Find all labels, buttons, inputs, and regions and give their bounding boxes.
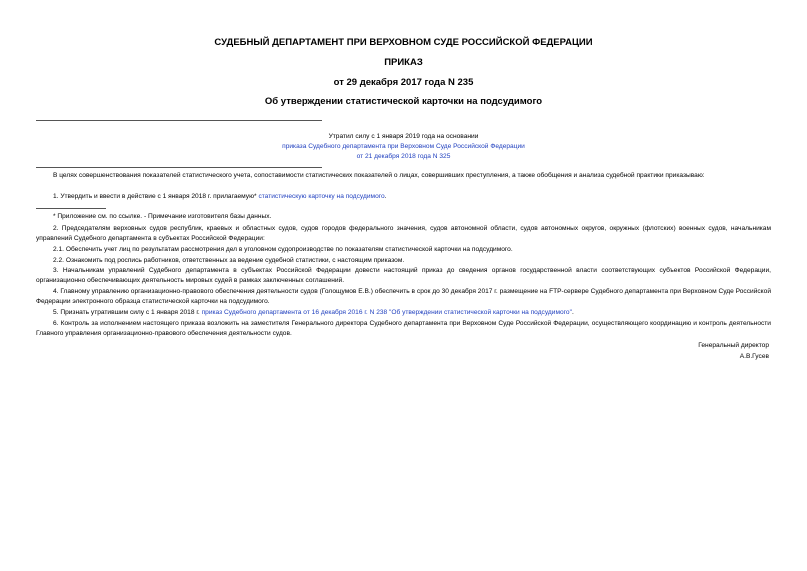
validity-link-1[interactable]: приказа Судебного департамента при Верховном Суде Российской Федерации — [282, 143, 525, 150]
signature-block — [569, 341, 769, 362]
doc-title: Об утверждении статистической карточки на подсудимого — [264, 96, 543, 107]
p5-end: . — [571, 309, 574, 316]
org-title: СУДЕБНЫЙ ДЕПАРТАМЕНТ ПРИ ВЕРХОВНОМ СУДЕ РОССИЙСКОЙ ФЕДЕРАЦИИ — [214, 37, 593, 48]
footnote: * Приложение см. по ссылке. - Примечание изготовителя базы данных. — [53, 213, 272, 220]
paragraph-2-1: 2.1. Обеспечить учет лиц по результатам рассмотрения дел в уголовном судопроизводстве по показателям статистической карточки на подсудимого. — [53, 246, 513, 253]
paragraph-3: 3. Начальникам управлений Судебного департамента в субъектах Российской Федерации довести настоящий приказ до сведения органов государственной власти соответствующих субъектов Российской Федерации, организационно обеспечивающих деятельность мировых судей в рамках заключенных соглашений. — [36, 267, 771, 285]
paragraph-1 — [36, 192, 771, 202]
paragraph-6: 6. Контроль за исполнением настоящего приказа возложить на заместителя Генерального директора Судебного департамента при Верховном Суде Российской Федерации, осуществляющего координацию и контроль деятельности Главного управления организационно-правового обеспечения деятельности судов. — [36, 320, 771, 338]
p5-text: 5. Признать утратившим силу с 1 января 2018 г. — [53, 309, 202, 316]
validity-note — [200, 132, 607, 162]
p1-text: 1. Утвердить и ввести в действие с 1 января 2018 г. прилагаемую* — [53, 193, 259, 200]
signer-name: А.В.Гусев — [739, 352, 769, 360]
doc-type: ПРИКАЗ — [384, 57, 423, 68]
validity-link-2[interactable]: от 21 декабря 2018 года N 325 — [356, 153, 451, 160]
intro-paragraph: В целях совершенствования показателей статистического учета, сопоставимости статистических показателей о лицах, совершивших преступления, а также обобщения и анализа судебной практики приказываю: — [53, 172, 705, 179]
paragraph-5 — [36, 308, 771, 318]
repealed-order-link[interactable]: приказ Судебного департамента от 16 декабря 2016 г. N 238 "Об утверждении статистической карточки на подсудимого" — [201, 309, 572, 316]
date-number: от 29 декабря 2017 года N 235 — [333, 77, 474, 88]
paragraph-2: 2. Председателям верховных судов республик, краевых и областных судов, судов городов федерального значения, судов автономной области, судов автономных округов, окружных (флотских) военных судов, начальникам управлений Судебного департамента в субъектах Российской Федерации: — [36, 225, 771, 243]
separator-bottom — [36, 167, 322, 168]
p1-end: . — [384, 193, 387, 200]
separator-top — [36, 120, 322, 121]
signer-position: Генеральный директор — [698, 342, 769, 349]
paragraph-2-2: 2.2. Ознакомить под роспись работников, ответственных за ведение судебной статистики, с настоящим приказом. — [53, 257, 405, 264]
validity-line-1: Утратил силу с 1 января 2019 года на основании — [328, 133, 479, 140]
card-link[interactable]: статистическую карточку на подсудимого — [258, 193, 385, 200]
paragraph-4: 4. Главному управлению организационно-правового обеспечения деятельности судов (Голощумов Е.В.) обеспечить в срок до 30 декабря 2017 г. размещение на FTP-сервере Судебного департамента при Верховном Суде Российской Федерации электронного образца статистической карточки на подсудимого. — [36, 288, 771, 306]
footnote-separator — [36, 208, 106, 209]
